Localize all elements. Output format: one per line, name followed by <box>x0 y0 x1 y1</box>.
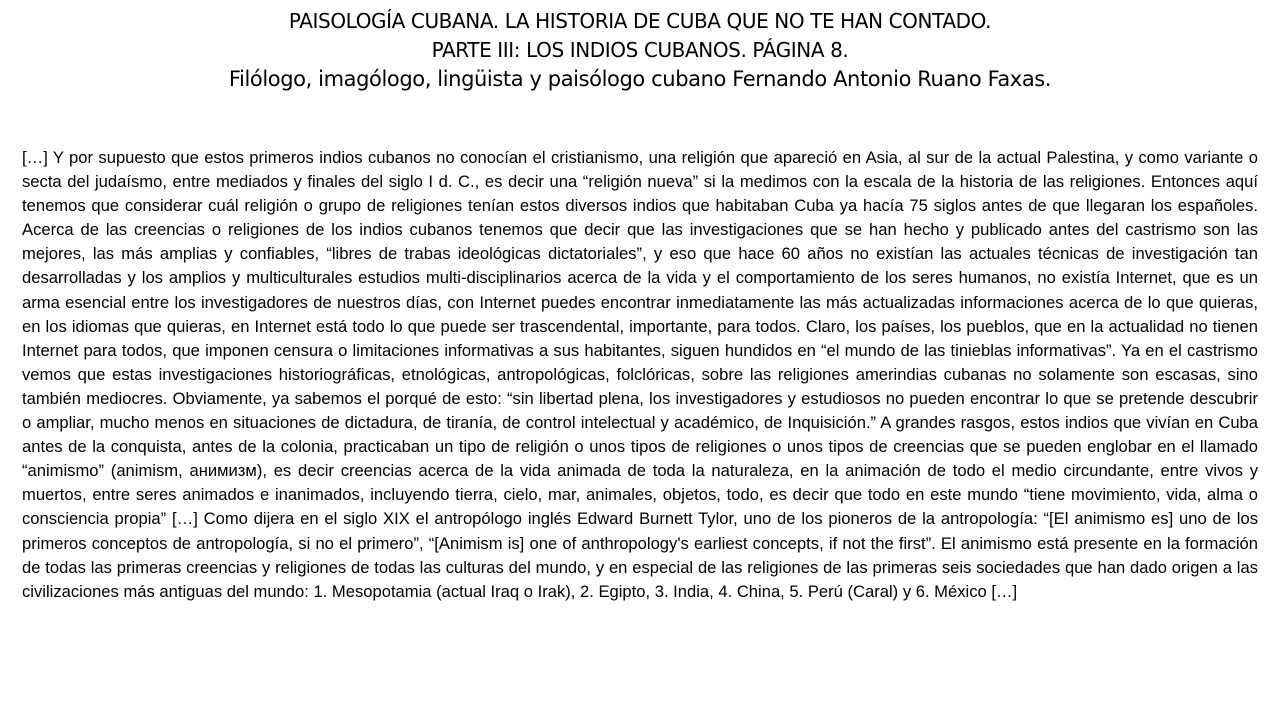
author-line: Filólogo, imagólogo, lingüista y paisólogo cubano Fernando Antonio Ruano Faxas. <box>228 67 1052 91</box>
page-subtitle: PARTE III: LOS INDIOS CUBANOS. PÁGINA 8. <box>431 38 849 62</box>
body-paragraph: […] Y por supuesto que estos primeros indios cubanos no conocían el cristianismo, una religión que apareció en Asia, al sur de la actual Palestina, y como variante o secta del judaísmo, entre mediados y finales del siglo I d. C., es decir una “religión nueva” si la medimos con la escala de la historia de las religiones. Entonces aquí tenemos que considerar cuál religión o grupo de religiones tenían estos diversos indios que habitaban Cuba ya hacía 75 siglos antes de que llegaran los españoles. Acerca de las creencias o religiones de los indios cubanos tenemos que decir que las investigaciones que se han hecho y publicado antes del castrismo son las mejores, las más amplias y confiables, “libres de trabas ideológicas dictatoriales”, y eso que hace 60 años no existían las actuales técnicas de investigación tan desarrolladas y los amplios y multiculturales estudios multi-disciplinarios acerca de la vida y el comportamiento de los seres humanos, no existía Internet, que es un arma esencial entre los investigadores de nuestros días, con Internet puedes encontrar inmediatamente las más actualizadas informaciones acerca de lo que quieras, en los idiomas que quieras, en Internet está todo lo que puede ser trascendental, importante, para todos. Claro, los países, los pueblos, que en la actualidad no tienen Internet para todos, que imponen censura o limitaciones informativas a sus habitantes, siguen hundidos en “el mundo de las tinieblas informativas”. Ya en el castrismo vemos que estas investigaciones historiográficas, etnológicas, antropológicas, folclóricas, sobre las religiones amerindias cubanas no solamente son escasas, sino también mediocres. Obviamente, ya sabemos el porqué de esto: “sin libertad plena, los investigadores y estudiosos no pueden encontrar lo que se pretende descubrir o ampliar, mucho menos en situaciones de dictadura, de tiranía, de control intelectual y académico, de Inquisición.” A grandes rasgos, estos indios que vivían en Cuba antes de la conquista, antes de la colonia, practicaban un tipo de religión o unos tipos de religiones o unos tipos de creencias que se pueden englobar en el llamado “animismo” (animism, анимизм), es decir creencias acerca de la vida animada de toda la naturaleza, en la animación de todo el medio circundante, entre vivos y muertos, entre seres animados e inanimados, incluyendo tierra, cielo, mar, animales, objetos, todo, es decir que todo en este mundo “tiene movimiento, vida, alma o consciencia propia” […] Como dijera en el siglo XIX el antropólogo inglés Edward Burnett Tylor, uno de los pioneros de la antropología: “[El animismo es] uno de los primeros conceptos de antropología, si no el primero”, “[Animism is] one of anthropology's earliest concepts, if not the first”. El animismo está presente en la formación de todas las primeras creencias y religiones de todas las culturas del mundo, y en especial de las religiones de las primeras seis sociedades que han dado origen a las civilizaciones más antiguas del mundo: 1. Mesopotamia (actual Iraq o Irak), 2. Egipto, 3. India, 4. China, 5. Perú (Caral) y 6. México […] <box>22 148 1258 601</box>
title-block <box>40 7 1240 94</box>
page-title: PAISOLOGÍA CUBANA. LA HISTORIA DE CUBA QUE NO TE HAN CONTADO. <box>288 9 992 33</box>
